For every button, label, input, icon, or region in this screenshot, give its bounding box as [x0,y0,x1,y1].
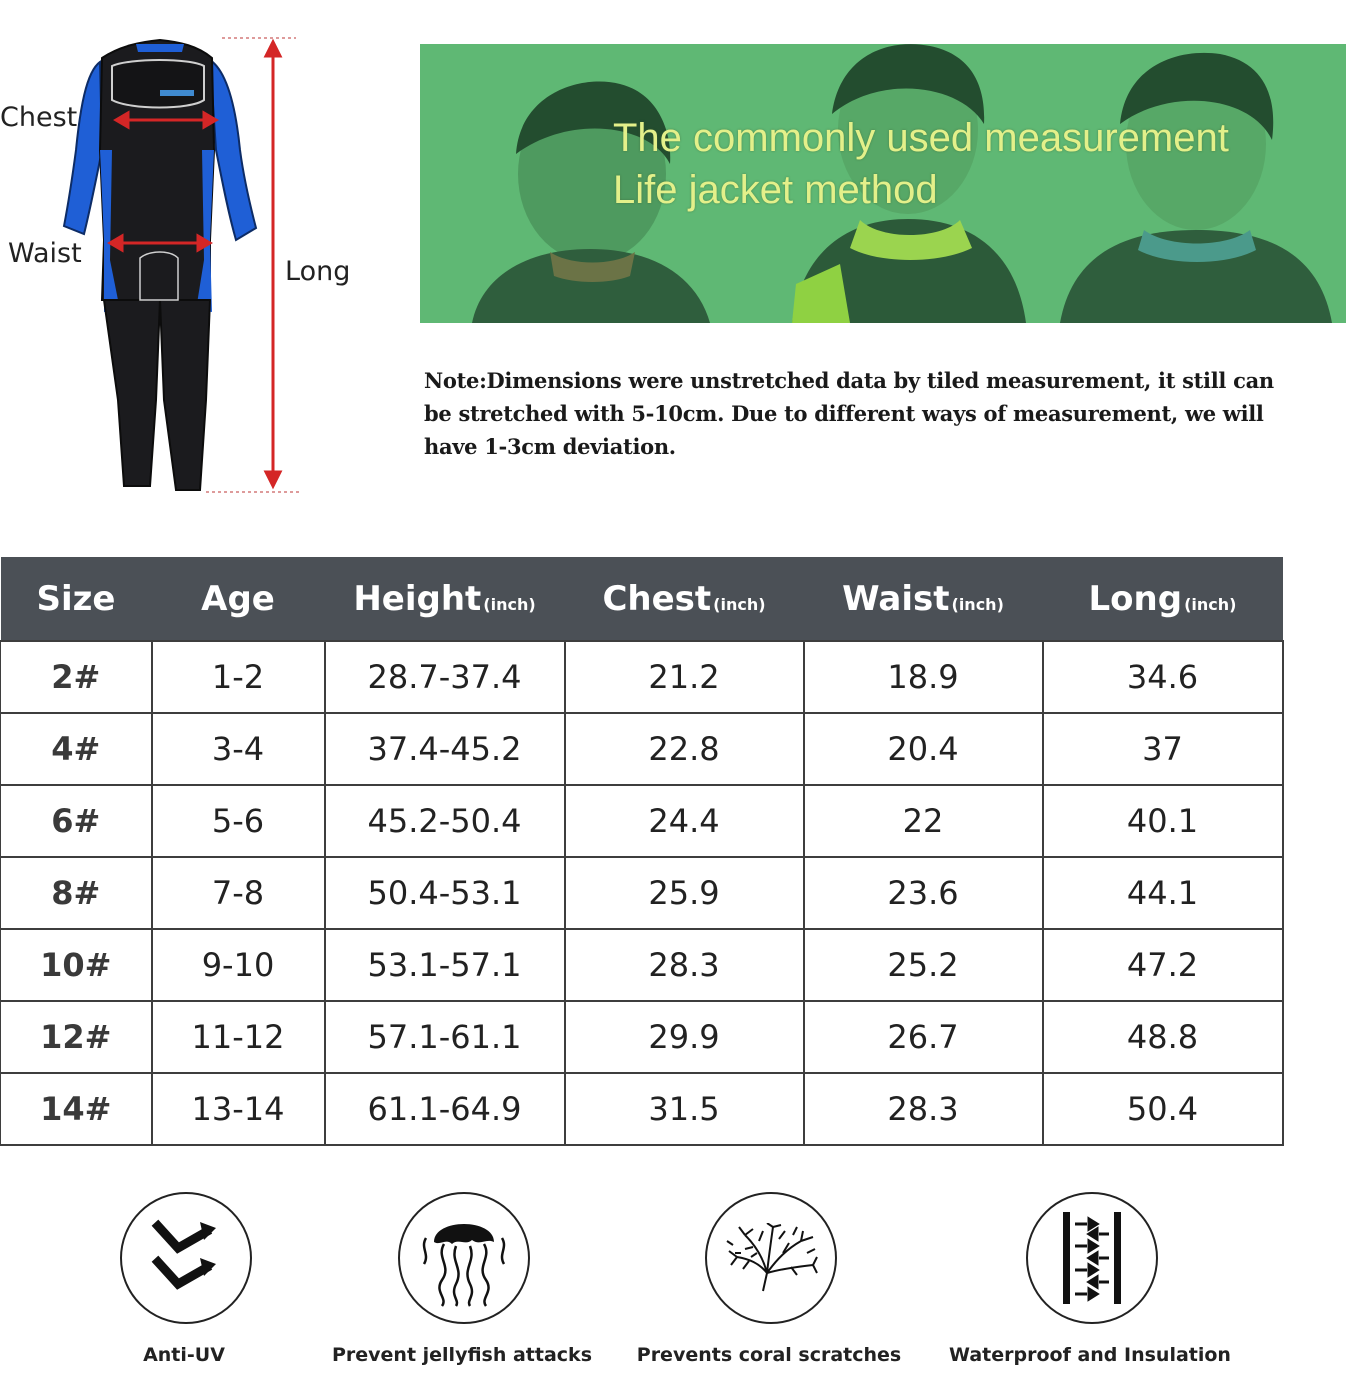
age-cell: 1-2 [152,641,325,713]
size-chart-table [0,557,1284,1146]
waist-label: Waist [8,238,82,269]
header-chest: Chest (inch) [565,557,804,641]
waist-cell: 28.3 [804,1073,1043,1145]
header-long: Long (inch) [1043,557,1283,641]
table-row [1,785,1283,857]
waist-cell: 25.2 [804,929,1043,1001]
feature-jellyfish [302,1192,622,1382]
long-cell: 47.2 [1043,929,1283,1001]
feature-label: Prevent jellyfish attacks [331,1344,593,1366]
table-row [1,857,1283,929]
wetsuit-diagram [0,0,400,510]
feature-coral [609,1192,929,1382]
height-cell: 45.2-50.4 [325,785,565,857]
table-row [1,713,1283,785]
header-long-unit: (inch) [1184,594,1237,614]
height-cell: 28.7-37.4 [325,641,565,713]
long-cell: 40.1 [1043,785,1283,857]
header-height: Height (inch) [325,557,565,641]
chest-cell: 25.9 [565,857,804,929]
table-header-row [1,557,1283,641]
size-cell: 4# [1,713,152,785]
table-row [1,641,1283,713]
age-cell: 3-4 [152,713,325,785]
height-cell: 53.1-57.1 [325,929,565,1001]
size-cell: 6# [1,785,152,857]
age-cell: 9-10 [152,929,325,1001]
table-row [1,929,1283,1001]
feature-label: Anti-UV [143,1344,225,1366]
long-cell: 48.8 [1043,1001,1283,1073]
height-cell: 57.1-61.1 [325,1001,565,1073]
size-cell: 2# [1,641,152,713]
waterproof-icon [1026,1192,1158,1324]
feature-anti-uv [24,1192,344,1382]
measurement-banner [420,44,1346,323]
age-cell: 13-14 [152,1073,325,1145]
waist-cell: 26.7 [804,1001,1043,1073]
chest-label: Chest [0,102,78,133]
table-row [1,1073,1283,1145]
header-waist: Waist (inch) [804,557,1043,641]
jellyfish-icon [398,1192,530,1324]
header-height-unit: (inch) [483,594,536,614]
long-label: Long [285,256,351,287]
header-size: Size [1,557,152,641]
age-cell: 11-12 [152,1001,325,1073]
chest-cell: 29.9 [565,1001,804,1073]
waist-cell: 22 [804,785,1043,857]
size-cell: 8# [1,857,152,929]
chest-cell: 21.2 [565,641,804,713]
feature-label: Prevents coral scratches [636,1344,902,1366]
height-cell: 50.4-53.1 [325,857,565,929]
long-cell: 44.1 [1043,857,1283,929]
long-cell: 34.6 [1043,641,1283,713]
table-row [1,1001,1283,1073]
coral-icon [705,1192,837,1324]
size-cell: 12# [1,1001,152,1073]
long-cell: 37 [1043,713,1283,785]
feature-waterproof [930,1192,1250,1382]
feature-label: Waterproof and Insulation [949,1344,1231,1366]
header-age: Age [152,557,325,641]
waist-cell: 18.9 [804,641,1043,713]
long-cell: 50.4 [1043,1073,1283,1145]
anti-uv-icon [120,1192,252,1324]
chest-cell: 28.3 [565,929,804,1001]
banner-title-line-1: The commonly used measurement [613,116,1229,160]
size-cell: 10# [1,929,152,1001]
chest-cell: 31.5 [565,1073,804,1145]
chest-cell: 24.4 [565,785,804,857]
height-cell: 61.1-64.9 [325,1073,565,1145]
header-waist-unit: (inch) [951,594,1004,614]
height-cell: 37.4-45.2 [325,713,565,785]
size-cell: 14# [1,1073,152,1145]
waist-cell: 23.6 [804,857,1043,929]
age-cell: 7-8 [152,857,325,929]
age-cell: 5-6 [152,785,325,857]
banner-title-line-2: Life jacket method [613,168,938,212]
measurement-note: Note:Dimensions were unstretched data by tiled measurement, it still can be stretched with 5-10cm. Due to different ways of measurement, we will have 1-3cm deviation. [424,368,1274,459]
header-chest-unit: (inch) [713,594,766,614]
waist-cell: 20.4 [804,713,1043,785]
chest-cell: 22.8 [565,713,804,785]
